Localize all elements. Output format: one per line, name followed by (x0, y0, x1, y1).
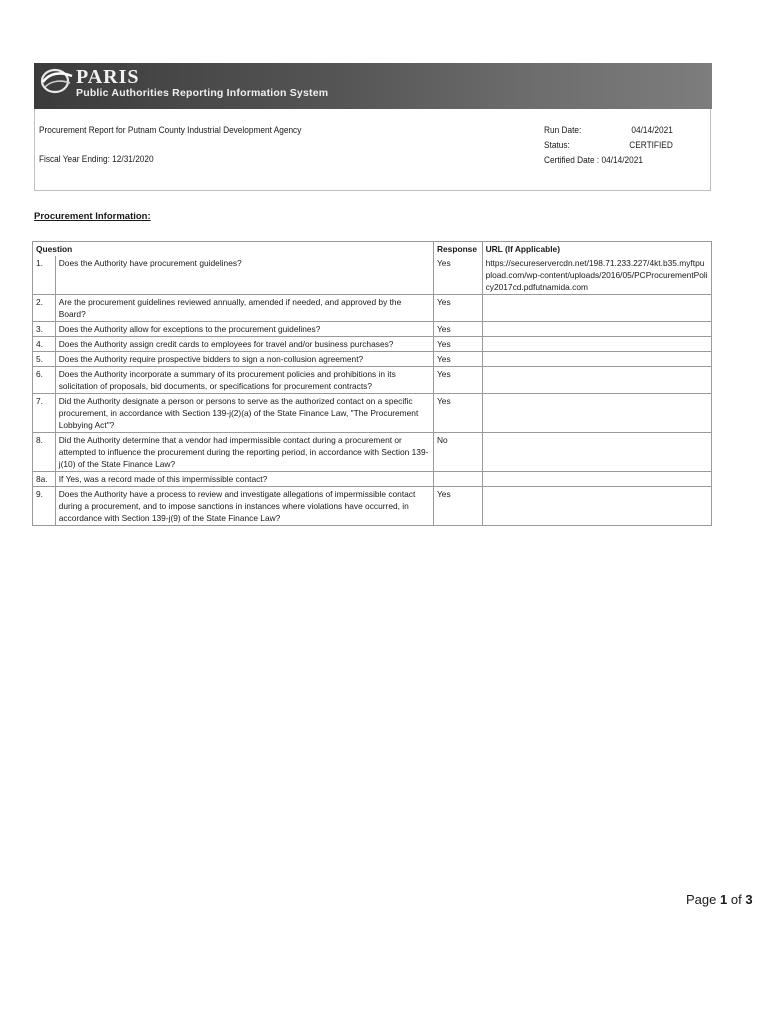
url-value (482, 295, 711, 322)
status-value: CERTIFIED (629, 140, 673, 150)
response-value: Yes (433, 337, 482, 352)
response-value: Yes (433, 322, 482, 337)
question-number: 5. (33, 352, 56, 367)
question-text: Does the Authority incorporate a summary of its procurement policies and prohibitions in its solicitation of proposals, bid documents, or specifications for procurement contracts? (55, 367, 433, 394)
url-value: https://secureservercdn.net/198.71.233.227/4kt.b35.myftpupload.com/wp-content/uploads/2016/05/PCProcurementPolicy2017cd.pdfutnamida.com (482, 256, 711, 295)
page-of: of (730, 892, 742, 907)
question-number: 1. (33, 256, 56, 295)
response-value: Yes (433, 367, 482, 394)
url-value (482, 367, 711, 394)
table-row (33, 394, 712, 433)
url-header: URL (If Applicable) (482, 242, 711, 257)
url-value (482, 472, 711, 487)
response-value: No (433, 433, 482, 472)
question-number: 9. (33, 487, 56, 526)
question-number: 4. (33, 337, 56, 352)
table-row (33, 337, 712, 352)
url-value (482, 322, 711, 337)
table-row (33, 295, 712, 322)
response-value: Yes (433, 352, 482, 367)
page-current: 1 (720, 892, 728, 907)
page-indicator (686, 892, 753, 907)
question-number: 8. (33, 433, 56, 472)
report-title: Procurement Report for Putnam County Industrial Development Agency (39, 125, 302, 135)
certified-date: Certified Date : 04/14/2021 (544, 155, 643, 165)
question-number: 2. (33, 295, 56, 322)
question-text: If Yes, was a record made of this impermissible contact? (55, 472, 433, 487)
run-date-label: Run Date: (544, 125, 582, 135)
question-number: 8a. (33, 472, 56, 487)
paris-logo-icon (40, 68, 74, 94)
banner-logo-text: PARIS (76, 66, 140, 88)
table-row (33, 322, 712, 337)
procurement-table (32, 241, 712, 526)
question-number: 6. (33, 367, 56, 394)
url-value (482, 352, 711, 367)
url-value (482, 394, 711, 433)
paris-banner (34, 63, 712, 109)
question-number: 3. (33, 322, 56, 337)
banner-tagline: Public Authorities Reporting Information System (76, 87, 329, 99)
question-text: Does the Authority have a process to review and investigate allegations of impermissible contact during a procurement, and to impose sanctions in instances where violations have occurred, in accordance with Section 139-j(9) of the State Finance Law? (55, 487, 433, 526)
response-value: Yes (433, 295, 482, 322)
page-total: 3 (745, 892, 753, 907)
status-label: Status: (544, 140, 570, 150)
question-text: Does the Authority assign credit cards to employees for travel and/or business purchases? (55, 337, 433, 352)
table-row (33, 367, 712, 394)
question-text: Does the Authority allow for exceptions to the procurement guidelines? (55, 322, 433, 337)
question-text: Does the Authority have procurement guidelines? (55, 256, 433, 295)
question-header: Question (33, 242, 434, 257)
response-value: Yes (433, 256, 482, 295)
table-row (33, 256, 712, 295)
response-value (433, 472, 482, 487)
report-info-box (34, 109, 711, 191)
url-value (482, 337, 711, 352)
question-text: Did the Authority designate a person or persons to serve as the authorized contact on a specific procurement, in accordance with Section 139-j(2)(a) of the State Finance Law, "The Procurement Lobbying Act"? (55, 394, 433, 433)
url-value (482, 433, 711, 472)
question-text: Does the Authority require prospective bidders to sign a non-collusion agreement? (55, 352, 433, 367)
report-meta (544, 123, 673, 168)
question-text: Are the procurement guidelines reviewed annually, amended if needed, and approved by the Board? (55, 295, 433, 322)
section-heading: Procurement Information: (34, 211, 151, 222)
response-value: Yes (433, 394, 482, 433)
table-row (33, 352, 712, 367)
response-value: Yes (433, 487, 482, 526)
response-header: Response (433, 242, 482, 257)
question-text: Did the Authority determine that a vendor had impermissible contact during a procurement or attempted to influence the procurement during the reporting period, in accordance with Section 139-j(10) of the State Finance Law? (55, 433, 433, 472)
page-prefix: Page (686, 892, 717, 907)
table-header-row (33, 242, 712, 257)
table-row (33, 487, 712, 526)
run-date-value: 04/14/2021 (631, 125, 673, 135)
url-value (482, 487, 711, 526)
question-number: 7. (33, 394, 56, 433)
table-row (33, 472, 712, 487)
table-row (33, 433, 712, 472)
fiscal-year: Fiscal Year Ending: 12/31/2020 (39, 154, 154, 164)
